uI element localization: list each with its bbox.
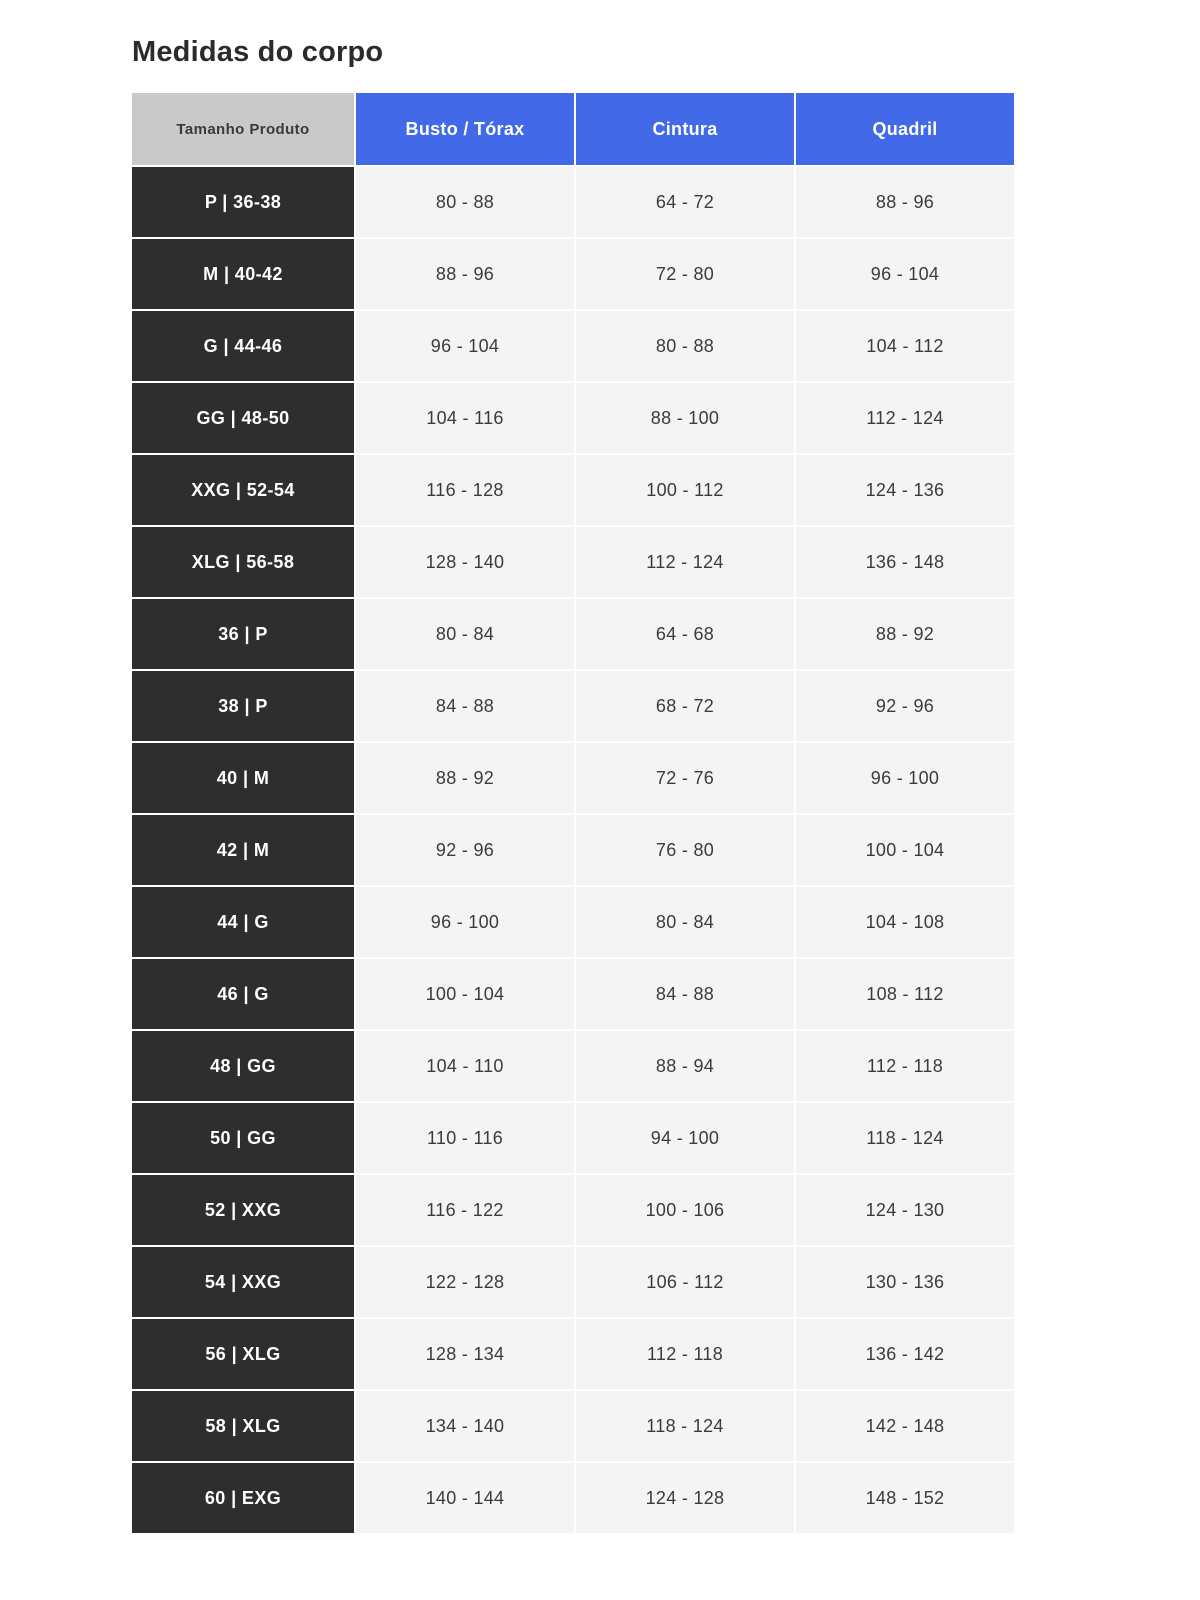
table-row — [132, 167, 1014, 237]
column-header-bust: Busto / Tórax — [356, 93, 574, 165]
size-label-cell: 60 | EXG — [132, 1463, 354, 1533]
size-label-cell: 42 | M — [132, 815, 354, 885]
hip-value-cell: 112 - 124 — [796, 383, 1014, 453]
bust-value-cell: 128 - 140 — [356, 527, 574, 597]
bust-value-cell: 96 - 104 — [356, 311, 574, 381]
size-label-cell: M | 40-42 — [132, 239, 354, 309]
table-row — [132, 455, 1014, 525]
table-row — [132, 1391, 1014, 1461]
waist-value-cell: 106 - 112 — [576, 1247, 794, 1317]
hip-value-cell: 96 - 100 — [796, 743, 1014, 813]
size-label-cell: 58 | XLG — [132, 1391, 354, 1461]
waist-value-cell: 94 - 100 — [576, 1103, 794, 1173]
waist-value-cell: 76 - 80 — [576, 815, 794, 885]
bust-value-cell: 88 - 92 — [356, 743, 574, 813]
hip-value-cell: 112 - 118 — [796, 1031, 1014, 1101]
table-row — [132, 1031, 1014, 1101]
hip-value-cell: 96 - 104 — [796, 239, 1014, 309]
table-header-row — [132, 93, 1014, 165]
table-row — [132, 1103, 1014, 1173]
size-label-cell: G | 44-46 — [132, 311, 354, 381]
hip-value-cell: 108 - 112 — [796, 959, 1014, 1029]
table-row — [132, 671, 1014, 741]
bust-value-cell: 104 - 116 — [356, 383, 574, 453]
bust-value-cell: 122 - 128 — [356, 1247, 574, 1317]
size-label-cell: 40 | M — [132, 743, 354, 813]
table-row — [132, 527, 1014, 597]
waist-value-cell: 80 - 88 — [576, 311, 794, 381]
table-row — [132, 1247, 1014, 1317]
waist-value-cell: 112 - 124 — [576, 527, 794, 597]
hip-value-cell: 136 - 142 — [796, 1319, 1014, 1389]
waist-value-cell: 124 - 128 — [576, 1463, 794, 1533]
size-label-cell: 56 | XLG — [132, 1319, 354, 1389]
size-label-cell: 54 | XXG — [132, 1247, 354, 1317]
table-row — [132, 1463, 1014, 1533]
size-label-cell: XXG | 52-54 — [132, 455, 354, 525]
table-row — [132, 311, 1014, 381]
hip-value-cell: 136 - 148 — [796, 527, 1014, 597]
hip-value-cell: 118 - 124 — [796, 1103, 1014, 1173]
bust-value-cell: 116 - 122 — [356, 1175, 574, 1245]
waist-value-cell: 88 - 100 — [576, 383, 794, 453]
size-label-cell: 50 | GG — [132, 1103, 354, 1173]
hip-value-cell: 104 - 112 — [796, 311, 1014, 381]
table-row — [132, 743, 1014, 813]
bust-value-cell: 96 - 100 — [356, 887, 574, 957]
size-label-cell: 36 | P — [132, 599, 354, 669]
size-label-cell: P | 36-38 — [132, 167, 354, 237]
waist-value-cell: 64 - 72 — [576, 167, 794, 237]
waist-value-cell: 72 - 80 — [576, 239, 794, 309]
waist-value-cell: 84 - 88 — [576, 959, 794, 1029]
size-label-cell: 44 | G — [132, 887, 354, 957]
hip-value-cell: 100 - 104 — [796, 815, 1014, 885]
body-measurements-table — [130, 91, 1016, 1535]
hip-value-cell: 124 - 136 — [796, 455, 1014, 525]
waist-value-cell: 100 - 106 — [576, 1175, 794, 1245]
table-row — [132, 815, 1014, 885]
bust-value-cell: 80 - 88 — [356, 167, 574, 237]
bust-value-cell: 128 - 134 — [356, 1319, 574, 1389]
hip-value-cell: 148 - 152 — [796, 1463, 1014, 1533]
table-row — [132, 1319, 1014, 1389]
hip-value-cell: 142 - 148 — [796, 1391, 1014, 1461]
table-row — [132, 887, 1014, 957]
hip-value-cell: 124 - 130 — [796, 1175, 1014, 1245]
table-row — [132, 1175, 1014, 1245]
column-header-hip: Quadril — [796, 93, 1014, 165]
hip-value-cell: 88 - 96 — [796, 167, 1014, 237]
waist-value-cell: 68 - 72 — [576, 671, 794, 741]
bust-value-cell: 116 - 128 — [356, 455, 574, 525]
table-header — [132, 93, 1014, 165]
table-body — [132, 167, 1014, 1533]
page-title: Medidas do corpo — [132, 36, 384, 68]
table-row — [132, 383, 1014, 453]
bust-value-cell: 134 - 140 — [356, 1391, 574, 1461]
waist-value-cell: 100 - 112 — [576, 455, 794, 525]
column-header-waist: Cintura — [576, 93, 794, 165]
hip-value-cell: 104 - 108 — [796, 887, 1014, 957]
waist-value-cell: 118 - 124 — [576, 1391, 794, 1461]
bust-value-cell: 88 - 96 — [356, 239, 574, 309]
bust-value-cell: 104 - 110 — [356, 1031, 574, 1101]
bust-value-cell: 80 - 84 — [356, 599, 574, 669]
waist-value-cell: 80 - 84 — [576, 887, 794, 957]
size-label-cell: XLG | 56-58 — [132, 527, 354, 597]
hip-value-cell: 92 - 96 — [796, 671, 1014, 741]
bust-value-cell: 110 - 116 — [356, 1103, 574, 1173]
table-row — [132, 959, 1014, 1029]
bust-value-cell: 140 - 144 — [356, 1463, 574, 1533]
waist-value-cell: 72 - 76 — [576, 743, 794, 813]
size-label-cell: 46 | G — [132, 959, 354, 1029]
waist-value-cell: 112 - 118 — [576, 1319, 794, 1389]
bust-value-cell: 84 - 88 — [356, 671, 574, 741]
hip-value-cell: 130 - 136 — [796, 1247, 1014, 1317]
bust-value-cell: 92 - 96 — [356, 815, 574, 885]
table-row — [132, 239, 1014, 309]
size-label-cell: 48 | GG — [132, 1031, 354, 1101]
size-label-cell: 52 | XXG — [132, 1175, 354, 1245]
size-label-cell: 38 | P — [132, 671, 354, 741]
waist-value-cell: 88 - 94 — [576, 1031, 794, 1101]
table-row — [132, 599, 1014, 669]
size-label-cell: GG | 48-50 — [132, 383, 354, 453]
hip-value-cell: 88 - 92 — [796, 599, 1014, 669]
waist-value-cell: 64 - 68 — [576, 599, 794, 669]
column-header-size: Tamanho Produto — [132, 93, 354, 165]
bust-value-cell: 100 - 104 — [356, 959, 574, 1029]
